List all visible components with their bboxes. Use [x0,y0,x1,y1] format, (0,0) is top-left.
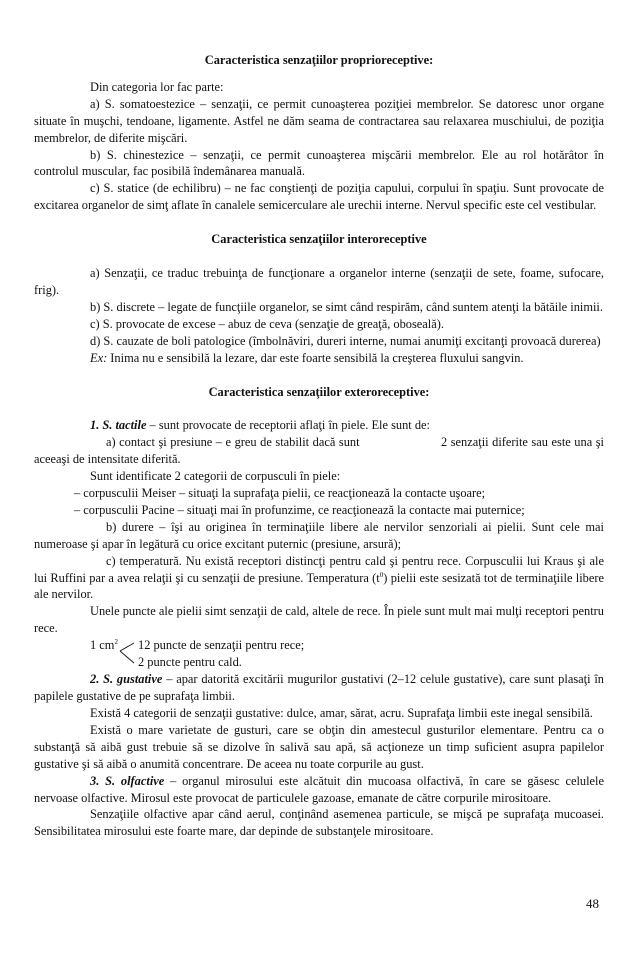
paragraph: c) S. statice (de echilibru) – ne fac conştienţi de poziţia capului, corpului în spaţiu. Sunt provocate de excitarea organelor de simţ aflate în canalele semicerculare ale urechii interne. Nervul specific este cel vestibular. [34,181,604,213]
paragraph: a) contact şi presiune – e greu de stabilit dacă sunt 2 senzaţii diferite sau este una şi aceeaşi de intensitate diferită. [34,435,608,467]
superscript: 0 [379,570,384,579]
cm-breakdown [34,637,604,671]
paragraph [34,773,604,807]
paragraph: b) S. discrete – legate de funcţiile organelor, se simt când respirăm, când suntem atenţi la bătăile inimii. [90,299,603,314]
paragraph: a) Senzaţii, ce traduc trebuinţa de funcţionare a organelor interne (senzaţii de sete, foame, sufocare, frig). [34,266,604,297]
paragraph [34,553,604,604]
paragraph: Sunt identificate 2 categorii de corpusculi în piele: [90,469,341,484]
example-text: Inima nu e sensibilă la lezare, dar este foarte sensibilă la creşterea fluxului sangvin. [107,350,524,365]
temperature-text: c) temperatură. Nu există receptori distincţi pentru cald şi pentru rece. Corpusculii lui Kraus şi ale lui Ruffini par a avea relaţii şi cu senzaţii de presiune. Temperatura (t [34,553,604,585]
paragraph: Senzaţiile olfactive apar când aerul, conţinând asemenea particule, se mişcă pe suprafaţa mucoasei. Sensibilitatea mirosului este foarte mare, dar depinde de substanţele mirositoare. [34,807,604,839]
paragraph: Unele puncte ale pielii simt senzaţii de cald, altele de rece. În piele sunt mult mai mulţi receptori pentru rece. [34,604,604,636]
gustative-text: – apar datorită excitării mugurilor gustativi (2–12 celule gustative), care sunt plasaţi în papilele gustative de pe suprafaţa limbii. [34,672,604,704]
section-title-interoreceptive: Caracteristica senzaţiilor interoreceptive [211,232,427,247]
page-number: 48 [586,896,599,911]
temperature-text-end: ) pielii este sesizată tot de terminaţiile libere ale nervilor. [34,570,604,602]
paragraph: b) durere – îşi au originea în terminaţiile libere ale nervilor senzoriali ai pielii. Sunt cele mai numeroase şi apar în legătură cu orice excitant puternic (presiune, arsură); [34,519,604,551]
list-item: – corpusculii Pacine – situaţi mai în profunzime, ce reacţionează la contacte mai puternice; [74,502,525,517]
paragraph [34,417,604,434]
olfactive-label: 3. S. olfactive [90,773,165,788]
paragraph: c) S. provocate de excese – abuz de ceva (senzaţie de greaţă, oboseală). [90,316,444,331]
tactile-label: 1. S. tactile [90,418,147,433]
cm-line-cold: 12 puncte de senzaţii pentru rece; [138,638,305,653]
paragraph: a) S. somatoestezice – senzaţii, ce permit cunoaşterea poziţiei membrelor. Se datoresc unor organe situate în muşchi, tendoane, ligamente. Astfel ne dăm seama de contractarea sau relaxarea muschiului, de poziţia membrelor, de diferite mişcări. [34,96,604,145]
section-title-proprioreceptive: Caracteristica senzaţiilor proprioreceptive: [204,53,434,67]
bracket-lines [118,641,138,667]
paragraph [34,671,604,705]
superscript: 2 [114,638,118,647]
cm-line-warm: 2 puncte pentru cald. [138,655,242,670]
paragraph: Din categoria lor fac parte: [90,79,224,94]
paragraph: Există 4 categorii de senzaţii gustative: dulce, amar, sărat, acru. Suprafaţa limbii este inegal sensibilă. [90,706,593,720]
list-item: – corpusculii Meiser – situaţi la suprafaţa pielii, ce reacţionează la contacte uşoare; [74,486,486,501]
cm-label: 1 $cm^2$ [90,638,118,653]
tactile-text: – sunt provocate de receptorii aflaţi în piele. Ele sunt de: [146,418,430,433]
document-page [34,52,608,840]
olfactive-text: – organul mirosului este alcătuit din mucoasa olfactivă, în care se găsesc celulele nervoase olfactive. Mirosul este provocat de particulele gazoase, emanate de către corpurile mirositoare. [34,773,604,805]
paragraph: Există o mare varietate de gusturi, care se obţin din amestecul gusturilor elementare. Pentru ca o substanţă să aibă gust trebuie să se dizolve în salivă sau apă, să acţioneze un timp suficient asupra papilelor gustative şi să aibă o anumită concentrare. De aceea nu toate corpurile au gust. [34,722,604,771]
gustative-label: 2. S. gustative [90,672,163,687]
paragraph: d) S. cauzate de boli patologice (îmbolnăviri, dureri interne, numai anumiţi excitanţi provoacă durerea) [90,333,601,348]
paragraph: b) S. chinestezice – senzaţii, ce permit cunoaşterea mişcării membrelor. Ele au rol hotărâtor în controlul muscular, fac posibilă îndemânarea manuală. [34,147,604,179]
example-paragraph [34,350,604,367]
example-label: Ex: [90,350,108,365]
section-title-exteroreceptive: Caracteristica senzaţiilor exteroreceptive: [208,384,430,399]
